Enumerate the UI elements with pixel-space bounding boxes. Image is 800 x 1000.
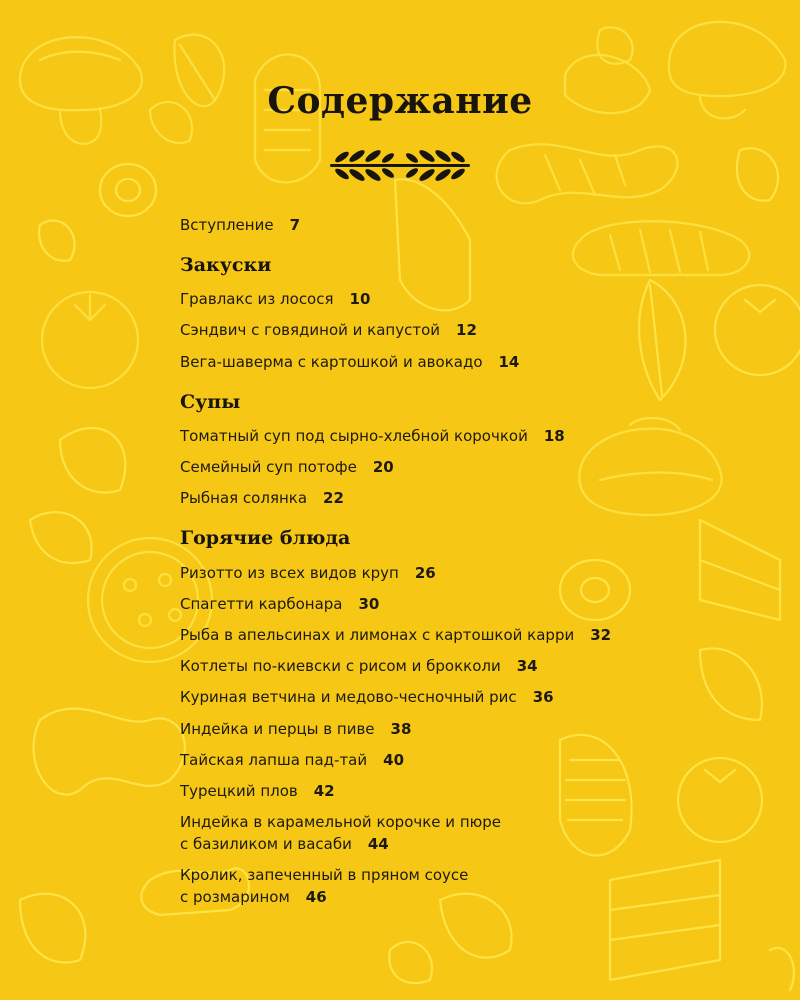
page-title: Содержание <box>267 80 533 122</box>
toc-entry-title: Куриная ветчина и медово-чесночный рис <box>180 688 517 706</box>
toc-entry-page: 38 <box>390 720 412 738</box>
toc-entry-page: 34 <box>516 657 538 675</box>
toc-entry-page: 12 <box>456 321 477 339</box>
toc-entry-title: Индейка и перцы в пиве <box>180 720 375 738</box>
toc-entry-title-line1: Кролик, запеченный в пряном соусе <box>180 866 469 884</box>
toc-entry[interactable] <box>180 749 740 771</box>
toc-entry-title: Турецкий плов <box>180 782 298 800</box>
toc-entry[interactable] <box>180 718 740 740</box>
toc-entry[interactable] <box>180 425 740 447</box>
toc-entry-page: 14 <box>498 353 520 371</box>
toc-entry-title: Вега-шаверма с картошкой и авокадо <box>180 353 483 371</box>
toc-entry-page: 7 <box>289 216 300 234</box>
toc-entry-title: Спагетти карбонара <box>180 595 343 613</box>
toc-entry-intro[interactable] <box>180 214 740 236</box>
toc-entry-title: Томатный суп под сырно-хлебной корочкой <box>180 427 528 445</box>
section-heading-main-courses: Горячие блюда <box>180 527 351 549</box>
toc-entry[interactable] <box>180 655 740 677</box>
tomato-doodle-icon <box>42 292 138 388</box>
toc-entry[interactable] <box>180 319 740 341</box>
section-heading-soups: Супы <box>180 391 241 413</box>
toc-entry-page: 42 <box>313 782 335 800</box>
toc-entry-page: 22 <box>323 489 344 507</box>
toc-entry-title: Котлеты по-киевски с рисом и брокколи <box>180 657 501 675</box>
toc-entry-page: 18 <box>543 427 565 445</box>
toc-entry-page: 46 <box>305 888 327 906</box>
toc-entry-page: 30 <box>358 595 380 613</box>
toc-entry-page: 32 <box>590 626 612 644</box>
section-heading-appetizers: Закуски <box>180 254 272 276</box>
toc-entry-title-line1: Индейка в карамельной корочке и пюре <box>180 813 501 831</box>
toc-entry-title: Гравлакс из лосося <box>180 290 334 308</box>
toc-entry[interactable] <box>180 593 740 615</box>
toc-entry-multiline[interactable] <box>180 864 740 908</box>
toc-entry-title: Тайская лапша пад-тай <box>180 751 368 769</box>
toc-entry-title: Рыба в апельсинах и лимонах с картошкой карри <box>180 626 575 644</box>
toc-entry[interactable] <box>180 351 740 373</box>
toc-entry-page: 40 <box>383 751 405 769</box>
toc-entry[interactable] <box>180 562 740 584</box>
toc-entry-multiline[interactable] <box>180 811 740 855</box>
toc-entry-title: Сэндвич с говядиной и капустой <box>180 321 441 339</box>
toc-entry-title: Ризотто из всех видов круп <box>180 564 399 582</box>
toc-entry-page: 36 <box>532 688 554 706</box>
toc-entry-page: 10 <box>349 290 371 308</box>
toc-entry-title: Рыбная солянка <box>180 489 308 507</box>
toc-entry-title-line2: с розмарином <box>180 888 290 906</box>
toc-entry-title: Семейный суп потофе <box>180 458 357 476</box>
laurel-divider-icon <box>326 146 474 186</box>
twist-pasta-doodle-icon <box>497 144 678 203</box>
toc-entry[interactable] <box>180 624 740 646</box>
toc-entry-page: 20 <box>372 458 394 476</box>
toc-entry-page: 44 <box>367 835 389 853</box>
toc-entry-title-line2: с базиликом и васаби <box>180 835 352 853</box>
toc-entry-title: Вступление <box>180 216 274 234</box>
toc-entry[interactable] <box>180 780 740 802</box>
toc-entry[interactable] <box>180 487 740 509</box>
toc-entry[interactable] <box>180 686 740 708</box>
toc-entry[interactable] <box>180 456 740 478</box>
toc-entry-page: 26 <box>414 564 436 582</box>
toc-entry[interactable] <box>180 288 740 310</box>
